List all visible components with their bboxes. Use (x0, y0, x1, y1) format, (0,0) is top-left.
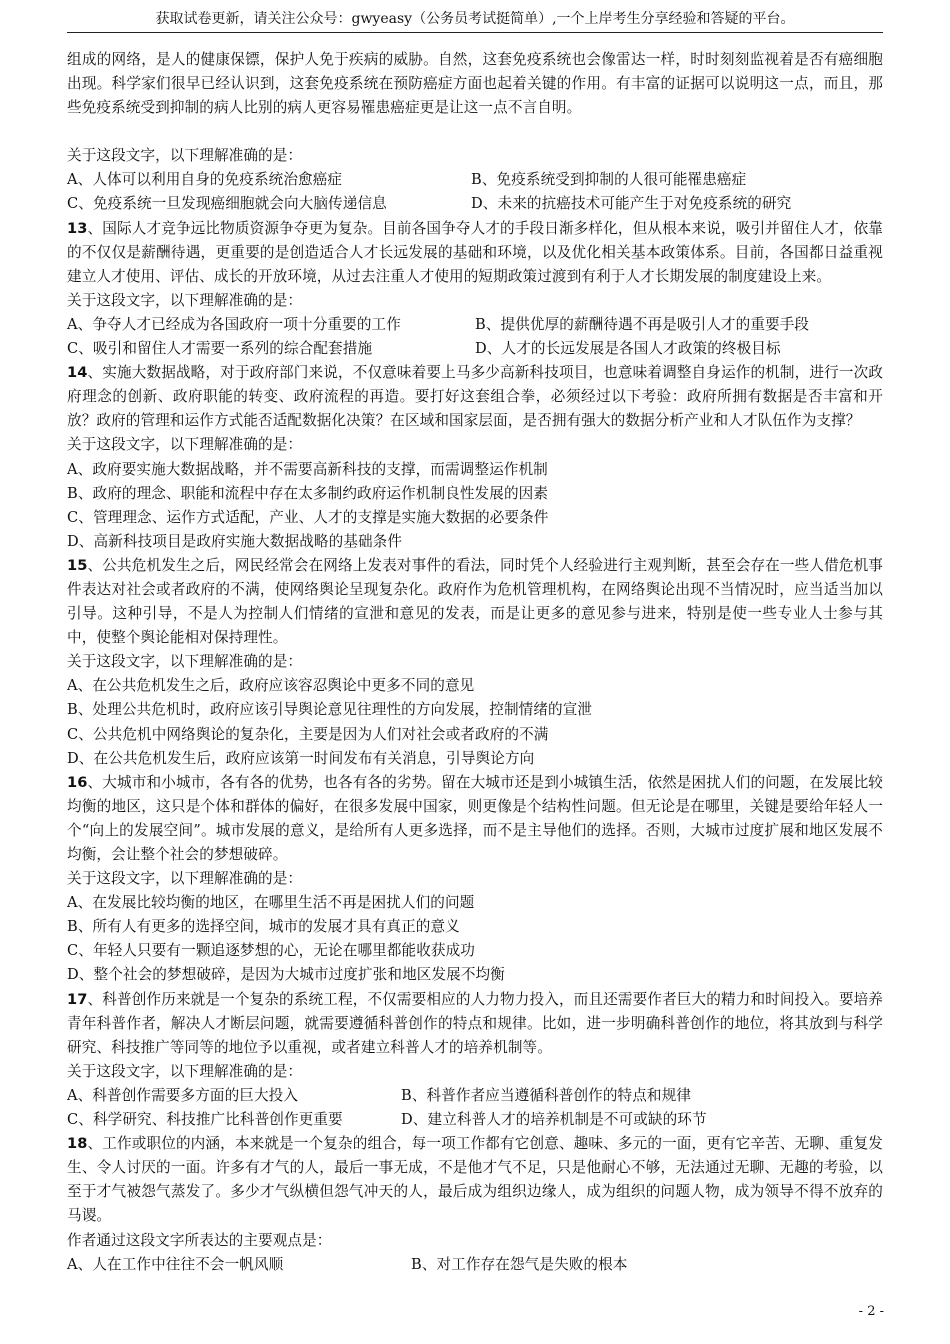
q15-text: 、公共危机发生之后，网民经常会在网络上发表对事件的看法，同时凭个人经验进行主观判断，甚至会存在一些人借危机事件表达对社会或者政府的不满，使网络舆论呈现复杂化。政府作为危机管理机构，在网络舆论出现不当情况时，应当适当加以引导。这种引导，不是人为控制人们情绪的宣泄和意见的发表，而是让更多的意见参与进来，特别是使一些专业人士参与其中，使整个舆论能相对保持理性。 (67, 556, 883, 647)
q15-number: 15 (67, 556, 88, 574)
q17-option-a: A、科普创作需要多方面的巨大投入 (67, 1086, 299, 1104)
q12-option-a: A、人体可以利用自身的免疫系统治愈癌症 (67, 171, 343, 189)
q14-text: 、实施大数据战略，对于政府部门来说，不仅意味着要上马多少高新科技项目，也意味着调整自身运作的机制，进行一次政府理念的创新、政府职能的转变、政府流程的再造。要打好这套组合拳，必须经过以下考验：政府所拥有数据是否丰富和开放？政府的管理和运作方式能否适配数据化决策？在区域和国家层面，是否拥有强大的数据分析产业和人才队伍作为支撑？ (67, 364, 883, 430)
q17-number: 17 (67, 990, 88, 1008)
q15-option-d: D、在公共危机发生后，政府应该第一时间发布有关消息，引导舆论方向 (67, 749, 535, 767)
q17-option-c: C、科学研究、科技推广比科普创作更重要 (67, 1111, 343, 1129)
page-number: - 2 - (858, 1304, 884, 1319)
q12-prompt: 关于这段文字，以下理解准确的是： (67, 147, 303, 165)
q14-number: 14 (67, 364, 88, 382)
q15-option-c: C、公共危机中网络舆论的复杂化，主要是因为人们对社会或者政府的不满 (67, 725, 549, 743)
q12-option-b: B、免疫系统受到抑制的人很可能罹患癌症 (471, 171, 747, 189)
q16-option-c: C、年轻人只要有一颗追逐梦想的心，无论在哪里都能收获成功 (67, 942, 475, 960)
q16-option-d: D、整个社会的梦想破碎，是因为大城市过度扩张和地区发展不均衡 (67, 966, 505, 984)
q17-option-b: B、科普作者应当遵循科普创作的特点和规律 (401, 1086, 692, 1104)
q13-number: 13 (67, 219, 88, 237)
q17-option-d: D、建立科普人才的培养机制是不可或缺的环节 (401, 1111, 707, 1129)
q17-prompt: 关于这段文字，以下理解准确的是： (67, 1062, 303, 1080)
q14-option-c: C、管理理念、运作方式适配，产业、人才的支撑是实施大数据的必要条件 (67, 508, 549, 526)
q15-prompt: 关于这段文字，以下理解准确的是： (67, 653, 303, 671)
q18-options-row-1 (67, 1253, 883, 1277)
q14-option-b: B、政府的理念、职能和流程中存在太多制约政府运作机制良性发展的因素 (67, 484, 549, 502)
q13-text: 、国际人才竞争远比物质资源争夺更为复杂。目前各国争夺人才的手段日渐多样化，但从根本来说，吸引并留住人才，依靠的不仅仅是薪酬待遇，更重要的是创造适合人才长远发展的基础和环境，以及优化相关基本政策体系。目前，各国都日益重视建立人才使用、评估、成长的开放环境，从过去注重人才使用的短期政策过渡到有利于人才长期发展的制度建设上来。 (67, 219, 883, 285)
q13-options-row-1 (67, 313, 883, 337)
q17-passage (67, 988, 883, 1060)
q13-option-d: D、人才的长远发展是各国人才政策的终极目标 (475, 340, 781, 358)
q12-options-row-1 (67, 168, 883, 192)
q16-number: 16 (67, 773, 88, 791)
q14-prompt: 关于这段文字，以下理解准确的是： (67, 436, 303, 454)
q16-option-a: A、在发展比较均衡的地区，在哪里生活不再是困扰人们的问题 (67, 894, 475, 912)
header-divider (67, 32, 883, 33)
q17-options-row-1 (67, 1084, 883, 1108)
q14-passage (67, 361, 883, 433)
q13-options-row-2 (67, 337, 883, 361)
q12-options-row-2 (67, 192, 883, 216)
q14-option-a: A、政府要实施大数据战略，并不需要高新科技的支撑，而需调整运作机制 (67, 460, 548, 478)
q18-option-b: B、对工作存在怨气是失败的根本 (411, 1255, 628, 1273)
q12-option-d: D、未来的抗癌技术可能产生于对免疫系统的研究 (471, 195, 792, 213)
q16-option-b: B、所有人有更多的选择空间，城市的发展才具有真正的意义 (67, 918, 460, 936)
q13-option-a: A、争夺人才已经成为各国政府一项十分重要的工作 (67, 315, 401, 333)
q15-option-a: A、在公共危机发生之后，政府应该容忍舆论中更多不同的意见 (67, 677, 475, 695)
q17-text: 、科普创作历来就是一个复杂的系统工程，不仅需要相应的人力物力投入，而且还需要作者巨大的精力和时间投入。要培养青年科普作者，解决人才断层问题，就需要遵循科普创作的特点和规律。比如，进一步明确科普创作的地位，将其放到与科学研究、科技推广等同等的地位予以重视，或者建立科普人才的培养机制等。 (67, 990, 883, 1056)
q17-options-row-2 (67, 1108, 883, 1132)
q18-text: 、工作或职位的内涵，本来就是一个复杂的组合，每一项工作都有它创意、趣味、多元的一面，更有它辛苦、无聊、重复发生、令人讨厌的一面。许多有才气的人，最后一事无成，不是他才气不足，只是他耐心不够，无法通过无聊、无趣的考验，以至于才气被怨气蒸发了。多少才气纵横但怨气冲天的人，最后成为组织边缘人，成为组织的问题人物，成为领导不得不放弃的马谡。 (67, 1135, 883, 1225)
page-header: 获取试卷更新，请关注公众号：gwyeasy（公务员考试挺简单）,一个上岸考生分享经验和答疑的平台。 (155, 11, 795, 27)
q13-passage (67, 217, 883, 289)
q18-prompt: 作者通过这段文字所表达的主要观点是： (67, 1231, 332, 1249)
q18-option-a: A、人在工作中往往不会一帆风顺 (67, 1255, 284, 1273)
q16-passage (67, 771, 883, 867)
q18-number: 18 (67, 1135, 88, 1153)
q15-option-b: B、处理公共危机时，政府应该引导舆论意见往理性的方向发展，控制情绪的宣泄 (67, 701, 593, 719)
document-body (67, 48, 883, 1277)
q14-option-d: D、高新科技项目是政府实施大数据战略的基础条件 (67, 532, 403, 550)
paragraph-gap (67, 120, 883, 144)
q16-text: 、大城市和小城市，各有各的优势，也各有各的劣势。留在大城市还是到小城镇生活，依然是困扰人们的问题，在发展比较均衡的地区，这只是个体和群体的偏好，在很多发展中国家，则更像是个结构性问题。但无论是在哪里，关键是要给年轻人一个“向上的发展空间”。城市发展的意义，是给所有人更多选择，而不是主导他们的选择。否则，大城市过度扩展和地区发展不均衡，会让整个社会的梦想破碎。 (67, 773, 883, 863)
q13-option-b: B、提供优厚的薪酬待遇不再是吸引人才的重要手段 (475, 315, 810, 333)
q12-passage: 组成的网络，是人的健康保镖，保护人免于疾病的威胁。自然，这套免疫系统也会像雷达一样，时时刻刻监视着是否有癌细胞出现。科学家们很早已经认识到，这套免疫系统在预防癌症方面也起着关键的作用。有丰富的证据可以说明这一点，而且，那些免疫系统受到抑制的病人比别的病人更容易罹患癌症更是让这一点不言自明。 (67, 51, 883, 117)
q13-prompt: 关于这段文字，以下理解准确的是： (67, 291, 303, 309)
q18-passage (67, 1132, 883, 1228)
q15-passage (67, 554, 883, 650)
q13-option-c: C、吸引和留住人才需要一系列的综合配套措施 (67, 340, 373, 358)
q12-option-c: C、免疫系统一旦发现癌细胞就会向大脑传递信息 (67, 195, 387, 213)
q16-prompt: 关于这段文字，以下理解准确的是： (67, 870, 303, 888)
